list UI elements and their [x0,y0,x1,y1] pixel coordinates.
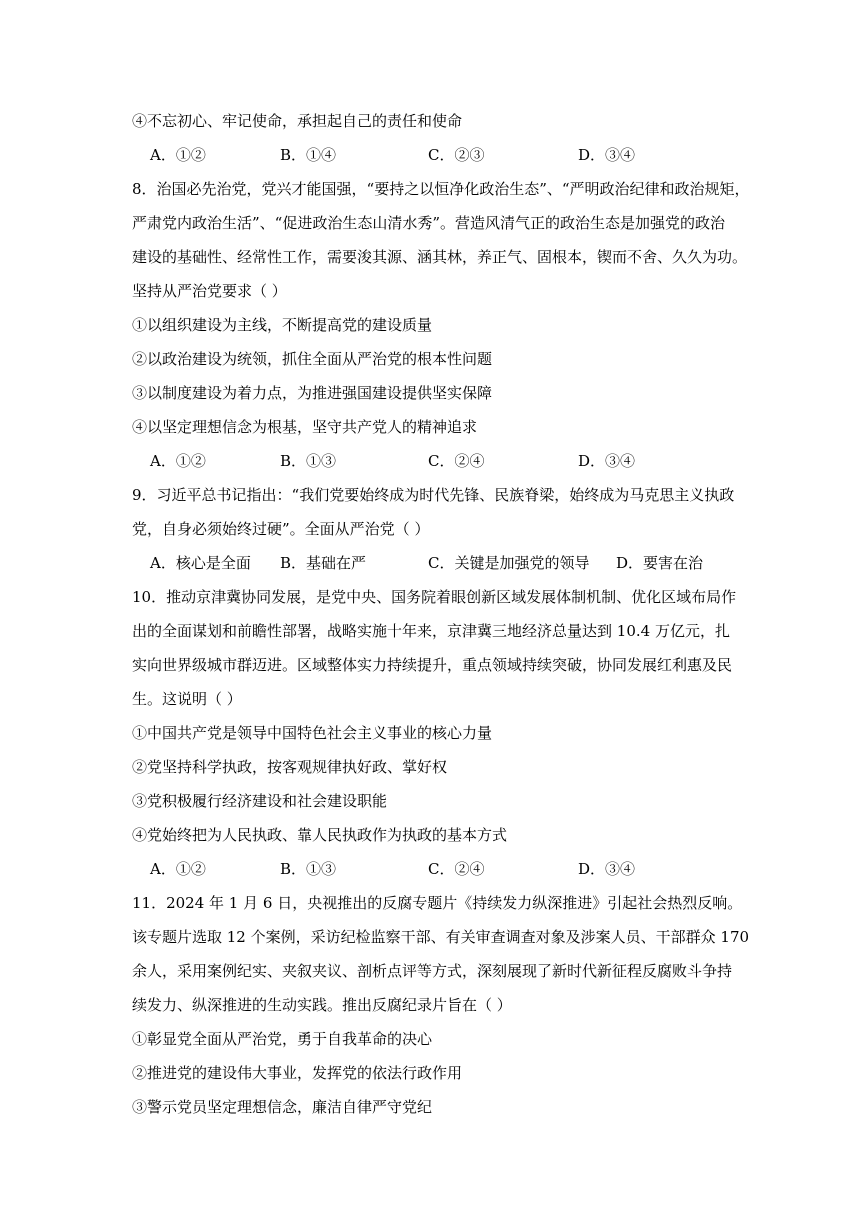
q10-item-1: ①中国共产党是领导中国特色社会主义事业的核心力量 [132,724,493,742]
q10-item-2: ②党坚持科学执政，按客观规律执好政、掌好权 [132,758,448,776]
q8-option-a[interactable]: A．①② [150,452,206,470]
q11-stem-line-4: 续发力、纵深推进的生动实践。推出反腐纪录片旨在（ ） [132,996,512,1014]
q9-option-c[interactable]: C．关键是加强党的领导 [428,554,590,572]
q10-item-4: ④党始终把为人民执政、靠人民执政作为执政的基本方式 [132,826,508,844]
q10-option-d[interactable]: D．③④ [578,860,636,878]
q8-stem-line-1: 8．治国必先治党，党兴才能国强，“要持之以恒净化政治生态”、“严明政治纪律和政治规矩， [132,180,750,198]
q8-item-4: ④以坚定理想信念为根基，坚守共产党人的精神追求 [132,418,478,436]
q11-item-1: ①彰显党全面从严治党，勇于自我革命的决心 [132,1030,433,1048]
q10-option-a[interactable]: A．①② [150,860,206,878]
q10-stem-line-4: 生。这说明（ ） [132,690,242,708]
q8-option-c[interactable]: C．②④ [428,452,485,470]
q11-stem-line-3: 余人，采用案例纪实、夹叙夹议、剖析点评等方式，深刻展现了新时代新征程反腐败斗争持 [132,962,733,980]
q9-stem-line-1: 9．习近平总书记指出：“我们党要始终成为时代先锋、民族脊梁，始终成为马克思主义执政 [132,486,735,504]
q8-item-2: ②以政治建设为统领，抓住全面从严治党的根本性问题 [132,350,493,368]
q11-stem-line-1: 11．2024 年 1 月 6 日，央视推出的反腐专题片《持续发力纵深推进》引起社会热烈反响。 [132,894,743,912]
q8-item-3: ③以制度建设为着力点，为推进强国建设提供坚实保障 [132,384,493,402]
q9-option-b[interactable]: B．基础在严 [280,554,367,572]
q11-stem-line-2: 该专题片选取 12 个案例，采访纪检监察干部、有关审查调查对象及涉案人员、干部群众 170 [132,928,750,946]
q8-stem-line-3: 建设的基础性、经常性工作，需要浚其源、涵其林，养正气、固根本，锲而不舍、久久为功。 [132,248,748,266]
q9-option-d[interactable]: D．要害在治 [616,554,704,572]
q11-item-3: ③警示党员坚定理想信念，廉洁自律严守党纪 [132,1098,433,1116]
q11-item-2: ②推进党的建设伟大事业，发挥党的依法行政作用 [132,1064,463,1082]
q7-option-c[interactable]: C．②③ [428,146,485,164]
q7-option-a[interactable]: A．①② [150,146,206,164]
q8-item-1: ①以组织建设为主线，不断提高党的建设质量 [132,316,433,334]
q7-item-4: ④不忘初心、牢记使命，承担起自己的责任和使命 [132,112,463,130]
q10-option-b[interactable]: B．①③ [280,860,337,878]
q10-stem-line-2: 出的全面谋划和前瞻性部署，战略实施十年来，京津冀三地经济总量达到 10.4 万亿元，扎 [132,622,730,640]
q8-option-b[interactable]: B．①③ [280,452,337,470]
q8-option-d[interactable]: D．③④ [578,452,636,470]
q8-stem-line-4: 坚持从严治党要求（ ） [132,282,287,300]
q9-option-a[interactable]: A．核心是全面 [150,554,251,572]
q8-stem-line-2: 严肃党内政治生活”、“促进政治生态山清水秀”。营造风清气正的政治生态是加强党的政治 [132,214,726,232]
q7-option-b[interactable]: B．①④ [280,146,337,164]
q10-item-3: ③党积极履行经济建设和社会建设职能 [132,792,388,810]
q10-stem-line-1: 10．推动京津冀协同发展，是党中央、国务院着眼创新区域发展体制机制、优化区域布局作 [132,588,737,606]
q10-stem-line-3: 实向世界级城市群迈进。区域整体实力持续提升，重点领域持续突破，协同发展红利惠及民 [132,656,733,674]
q10-option-c[interactable]: C．②④ [428,860,485,878]
q7-option-d[interactable]: D．③④ [578,146,636,164]
q9-stem-line-2: 党，自身必须始终过硬”。全面从严治党（ ） [132,520,430,538]
